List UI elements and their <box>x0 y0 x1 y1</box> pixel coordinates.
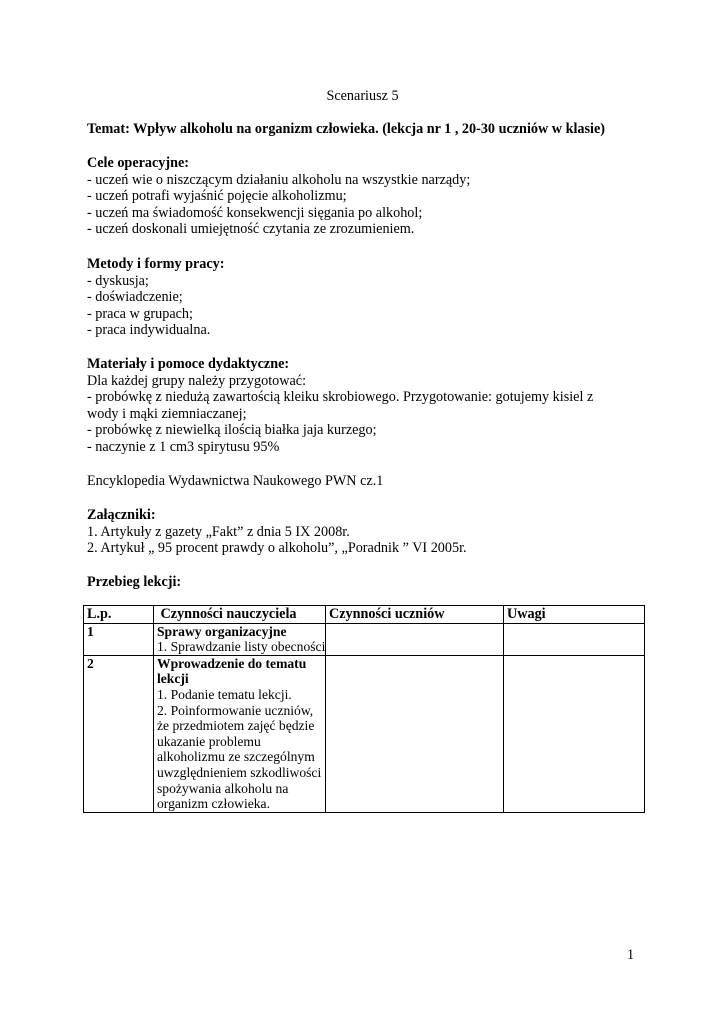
goal-item: - uczeń wie o niszczącym działaniu alkoholu na wszystkie narządy; <box>87 171 471 188</box>
methods-list <box>87 273 647 339</box>
table-row <box>84 623 645 655</box>
material-item: - probówkę z niewielką ilością białka jaja kurzego; <box>87 422 377 439</box>
method-item: - doświadczenie; <box>87 289 183 306</box>
goals-section <box>87 155 647 238</box>
activity-title: Sprawy organizacyjne <box>157 623 287 639</box>
methods-heading: Metody i formy pracy: <box>87 256 225 272</box>
header-notes: Uwagi <box>504 606 645 624</box>
goal-item: - uczeń potrafi wyjaśnić pojęcie alkoholizmu; <box>87 188 347 205</box>
course-heading: Przebieg lekcji: <box>87 574 182 590</box>
material-item: - naczynie z 1 cm3 spirytusu 95% <box>87 438 280 455</box>
material-item-continued: wody i mąki ziemniaczanej; <box>87 405 247 422</box>
material-item: - probówkę z niedużą zawartością kleiku skrobiowego. Przygotowanie: gotujemy kisiel z <box>87 389 594 406</box>
materials-intro: Dla każdej grupy należy przygotować: <box>87 372 307 389</box>
course-section <box>87 574 647 591</box>
table-header-row <box>84 606 645 624</box>
goals-heading: Cele operacyjne: <box>87 155 190 171</box>
row-number-text: 1 <box>87 623 94 639</box>
teacher-activities-cell <box>154 623 326 655</box>
activity-line: 2. Poinformowanie uczniów, że przedmiotem zajęć będzie ukazanie problemu alkoholizmu ze szczególnym uwzględnieniem szkodliwości spożywania alkoholu na organizm człowieka. <box>157 702 322 812</box>
row-number-text: 2 <box>87 655 94 671</box>
header-student-activities: Czynności uczniów <box>326 606 504 624</box>
teacher-activities-cell <box>154 655 326 812</box>
materials-section <box>87 356 647 489</box>
activity-line: 1. Sprawdzanie listy obecności <box>157 639 326 655</box>
attachments-section <box>87 507 647 557</box>
header-lp: L.p. <box>84 606 154 624</box>
goal-item: - uczeń doskonali umiejętność czytania ze zrozumieniem. <box>87 221 415 238</box>
notes-cell <box>504 623 645 655</box>
lesson-topic: Temat: Wpływ alkoholu na organizm człowieka. (lekcja nr 1 , 20-30 uczniów w klasie) <box>87 121 605 137</box>
table-row <box>84 655 645 812</box>
row-number <box>84 623 154 655</box>
activity-title: Wprowadzenie do tematu lekcji <box>157 655 307 687</box>
methods-section <box>87 256 647 339</box>
encyclopedia-reference: Encyklopedia Wydawnictwa Naukowego PWN cz.1 <box>87 472 384 489</box>
method-item: - praca indywidualna. <box>87 322 211 339</box>
student-activities-cell <box>326 655 504 812</box>
materials-heading: Materiały i pomoce dydaktyczne: <box>87 356 290 372</box>
goals-list <box>87 172 647 238</box>
row-number <box>84 655 154 812</box>
attachment-item: 2. Artykuł „ 95 procent prawdy o alkoholu”, „Poradnik ” VI 2005r. <box>87 540 467 557</box>
notes-cell <box>504 655 645 812</box>
page-number: 1 <box>627 947 635 963</box>
activity-line: 1. Podanie tematu lekcji. <box>157 686 292 702</box>
attachments-heading: Załączniki: <box>87 507 156 523</box>
attachment-item: 1. Artykuły z gazety „Fakt” z dnia 5 IX 2008r. <box>87 523 350 540</box>
student-activities-cell <box>326 623 504 655</box>
document-title: Scenariusz 5 <box>326 88 399 104</box>
method-item: - praca w grupach; <box>87 305 193 322</box>
method-item: - dyskusja; <box>87 272 149 289</box>
goal-item: - uczeń ma świadomość konsekwencji sięgania po alkohol; <box>87 204 423 221</box>
header-teacher-activities: Czynności nauczyciela <box>154 606 326 624</box>
lesson-plan-table <box>83 605 645 813</box>
